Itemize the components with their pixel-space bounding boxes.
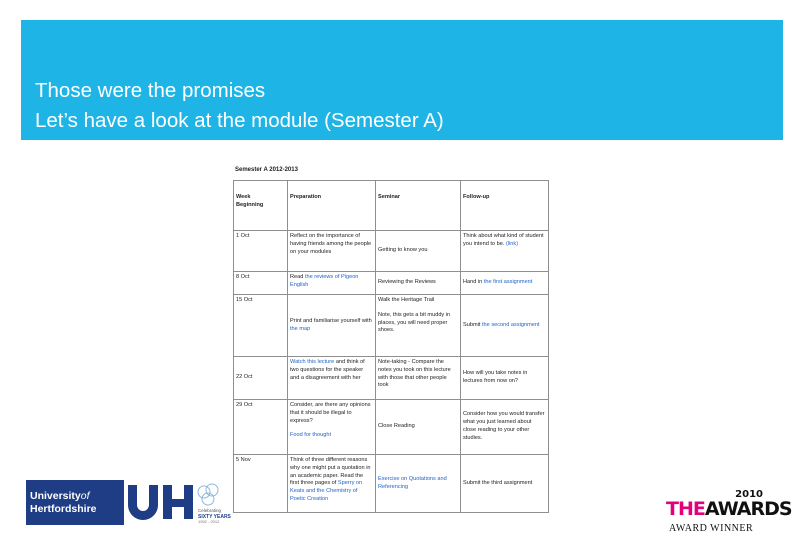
awards-title — [666, 498, 792, 520]
slide-title-line-2: Let’s have a look at the module (Semester A) — [35, 109, 444, 132]
awards-the: THE — [666, 498, 705, 520]
table-row — [234, 231, 549, 272]
preparation-link[interactable]: the reviews of Pigeon English — [290, 274, 359, 288]
follow-up-text: Think about what kind of student you intend to be. — [463, 233, 544, 247]
follow-up-link[interactable]: (link) — [505, 240, 519, 247]
preparation-link[interactable]: Sperry on Keats and the Chemistry of Poetic Creation — [290, 480, 363, 502]
title-banner — [21, 20, 783, 140]
header-week-line2: Beginning — [236, 201, 264, 208]
header-preparation: Preparation — [288, 181, 376, 231]
preparation-cell — [288, 272, 376, 295]
preparation-text: Read — [290, 274, 304, 280]
preparation-text: and think of two questions for the speaker and a disagreement with her — [290, 359, 365, 381]
awards-subtitle: AWARD WINNER — [669, 523, 754, 534]
follow-up-cell — [461, 231, 549, 272]
follow-up-text: Hand in — [463, 279, 483, 286]
preparation-cell — [288, 295, 376, 357]
anniversary-line1: Celebrating — [198, 508, 222, 513]
seminar-heading: Walk the Heritage Trail — [378, 297, 435, 303]
preparation-cell — [288, 357, 376, 400]
follow-up-cell: Submit the third assignment — [461, 455, 549, 513]
university-word: University — [30, 490, 81, 502]
university-logo — [26, 480, 231, 525]
week-cell: 1 Oct — [234, 231, 288, 272]
preparation-link[interactable]: the map — [290, 325, 311, 332]
preparation-link[interactable]: Food for thought — [290, 432, 332, 439]
preparation-text: Think of three different reasons why one might put a quotation in an academic paper. Read the first three pages of — [290, 457, 371, 487]
anniversary-line2: SIXTY YEARS — [198, 514, 231, 520]
header-seminar: Seminar — [376, 181, 461, 231]
week-cell: 22 Oct — [234, 357, 288, 400]
seminar-cell — [376, 455, 461, 513]
follow-up-text: Submit — [463, 321, 481, 328]
week-cell: 29 Oct — [234, 400, 288, 455]
seminar-cell: Getting to know you — [376, 231, 461, 272]
header-week-line1: Week — [236, 194, 251, 200]
header-week — [234, 181, 288, 231]
table-row — [234, 295, 549, 357]
awards-word: AWARDS — [704, 498, 792, 520]
seminar-text: Note, this gets a bit muddy in places, you will need proper shoes. — [378, 311, 451, 334]
header-follow-up: Follow-up — [461, 181, 549, 231]
module-schedule-table — [233, 180, 549, 513]
uh-mark-icon — [124, 480, 231, 525]
table-row — [234, 400, 549, 455]
follow-up-link[interactable]: the first assignment — [483, 279, 533, 286]
seminar-cell: Note-taking - Compare the notes you took on this lecture with those that other people took — [376, 357, 461, 400]
table-row — [234, 357, 549, 400]
seminar-cell: Reviewing the Reviews — [376, 272, 461, 295]
preparation-text: Print and familiarise yourself with — [290, 317, 372, 324]
preparation-link[interactable]: Watch this lecture — [290, 359, 335, 365]
week-cell: 5 Nov — [234, 455, 288, 513]
follow-up-link[interactable]: the second assignment — [481, 321, 540, 328]
university-of-word: of — [80, 490, 90, 502]
university-name-line1 — [30, 490, 90, 502]
follow-up-cell: How will you take notes in lectures from now on? — [461, 357, 549, 400]
preparation-cell: Reflect on the importance of having friends among the people on your modules — [288, 231, 376, 272]
preparation-text: Consider, are there any opinions that it should be illegal to express? — [290, 402, 371, 424]
follow-up-cell: Consider how you would transfer what you just learned about close reading to your other studies. — [461, 400, 549, 455]
university-name-line2: Hertfordshire — [30, 503, 97, 515]
table-row — [234, 272, 549, 295]
preparation-cell — [288, 400, 376, 455]
table-header-row — [234, 181, 549, 231]
seminar-link[interactable]: Exercise on Quotations and Referencing — [378, 475, 447, 490]
seminar-cell — [376, 295, 461, 357]
university-wordmark — [26, 480, 124, 525]
schedule-caption: Semester A 2012-2013 — [235, 167, 298, 173]
week-cell: 15 Oct — [234, 295, 288, 357]
awards-year: 2010 — [735, 489, 763, 500]
preparation-cell — [288, 455, 376, 513]
anniversary-line3: 1952 - 2012 — [198, 519, 220, 524]
week-cell: 8 Oct — [234, 272, 288, 295]
awards-logo — [663, 489, 792, 539]
slide-title-line-1: Those were the promises — [35, 79, 266, 102]
follow-up-cell — [461, 295, 549, 357]
table-row — [234, 455, 549, 513]
follow-up-cell — [461, 272, 549, 295]
seminar-cell: Close Reading — [376, 400, 461, 455]
